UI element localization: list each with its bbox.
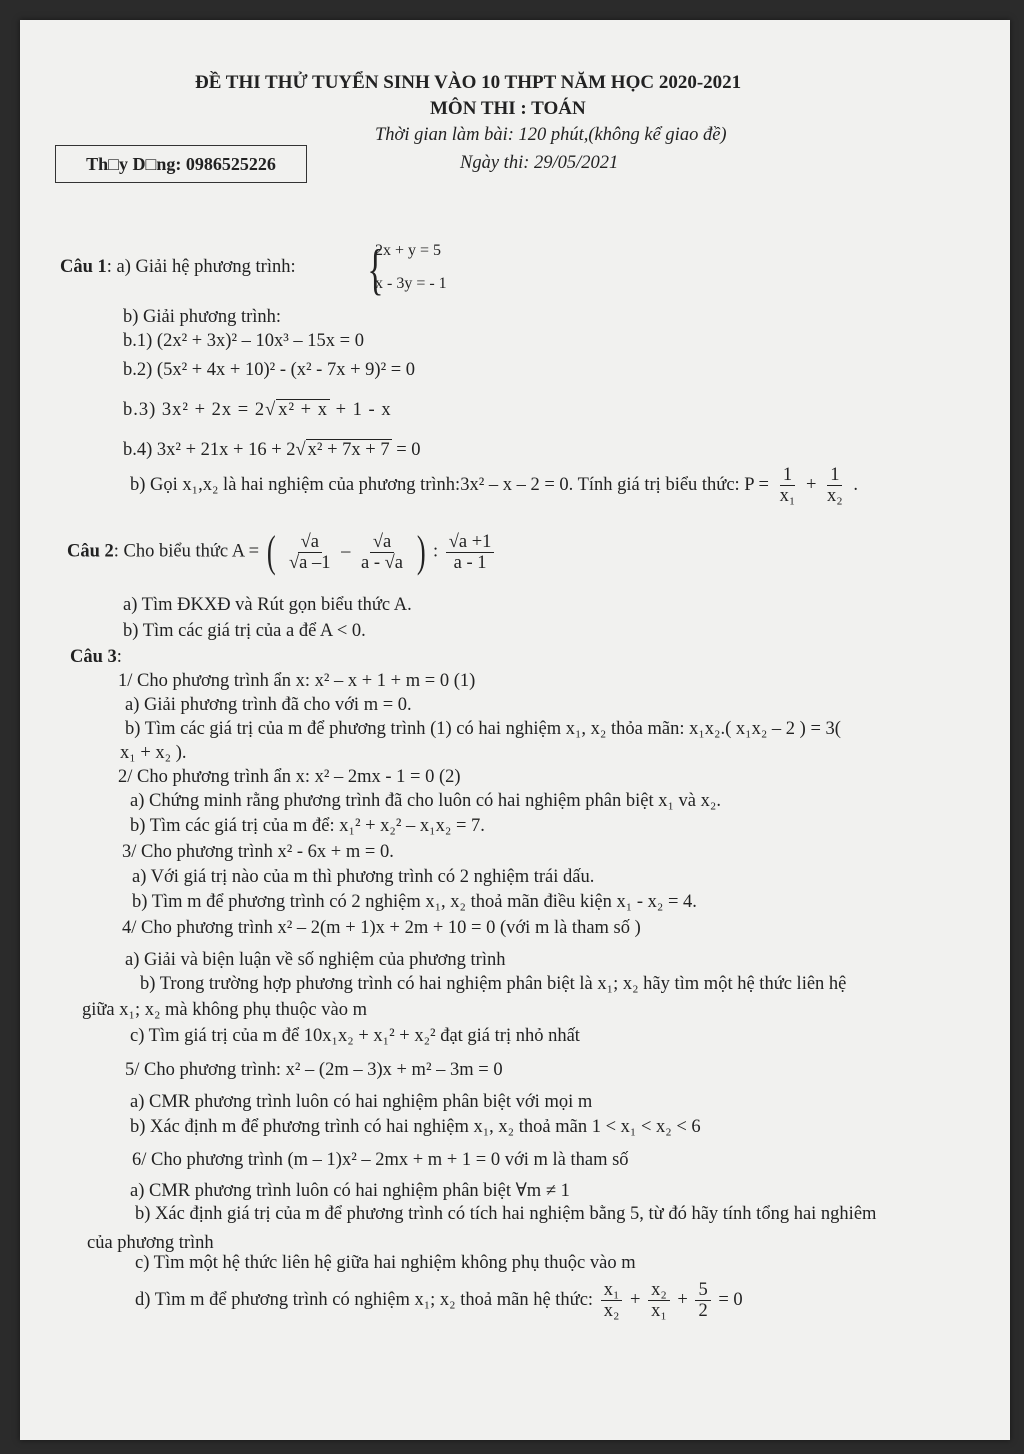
q3-line: a) Giải phương trình đã cho với m = 0. — [125, 695, 412, 715]
q1-part-a — [60, 257, 296, 278]
q3-line: c) Tìm giá trị của m để 10x₁x₂ + x₁² + x₂² đạt giá trị nhỏ nhất — [130, 1026, 580, 1046]
q3-line: b) Xác định m để phương trình có hai nghiệm x₁, x₂ thoả mãn 1 < x₁ < x₂ < 6 — [130, 1117, 701, 1137]
q1-a-text: : a) Giải hệ phương trình: — [106, 257, 296, 277]
q1-eq2: x - 3y = - 1 — [375, 275, 447, 292]
q2-minus: – — [341, 541, 351, 562]
q1-c-frac2-num: 1 — [827, 465, 842, 486]
q2-frac2-num: √a — [370, 532, 394, 553]
q3-line: 5/ Cho phương trình: x² – (2m – 3)x + m² – 3m = 0 — [125, 1060, 503, 1080]
q1-b4-post: = 0 — [391, 440, 421, 460]
q3-6d-frac1 — [601, 1280, 623, 1321]
q3-line: a) Với giá trị nào của m thì phương trình có 2 nghiệm trái dấu. — [132, 867, 595, 887]
q3-6d-frac3-num: 5 — [695, 1280, 710, 1301]
q2-frac1-den: √a –1 — [289, 552, 331, 573]
q3-6d-plus2: + — [677, 1290, 688, 1310]
q3-6d-frac2-den: x₁ — [651, 1301, 667, 1321]
q2-a: a) Tìm ĐKXĐ và Rút gọn biểu thức A. — [123, 595, 412, 615]
q3-line: a) CMR phương trình luôn có hai nghiệm phân biệt với mọi m — [130, 1092, 593, 1112]
q3-6d-frac2-num: x₂ — [648, 1280, 670, 1301]
q1-b4-pre: b.4) 3x² + 21x + 16 + 2 — [123, 440, 296, 460]
q1-c-frac1 — [777, 465, 799, 506]
q1-b2: b.2) (5x² + 4x + 10)² - (x² - 7x + 9)² = 0 — [123, 360, 416, 380]
q2-frac3 — [446, 532, 495, 573]
q3-line: 6/ Cho phương trình (m – 1)x² – 2mx + m + 1 = 0 với m là tham số — [132, 1150, 629, 1170]
q3-6d — [135, 1280, 743, 1321]
q3-6d-frac2 — [648, 1280, 670, 1321]
teacher-box: Th□y D□ng: 0986525226 — [55, 145, 307, 183]
q3-6d-plus1: + — [630, 1290, 641, 1310]
sqrt-sign: √ — [295, 440, 306, 460]
q3-line: b) Tìm các giá trị của m để: x₁² + x₂² – x₁x₂ = 7. — [130, 816, 485, 836]
q2-frac3-den: a - 1 — [453, 552, 487, 573]
q3-6d-frac3-den: 2 — [698, 1301, 708, 1321]
sqrt-sign: √ — [265, 400, 277, 420]
q1-c-frac1-num: 1 — [780, 465, 795, 486]
q3-6d-frac1-den: x₂ — [603, 1301, 620, 1321]
q1-label: Câu 1 — [60, 257, 107, 277]
q1-eq1: 2x + y = 5 — [375, 242, 442, 259]
q3-line: a) Chứng minh rằng phương trình đã cho luôn có hai nghiệm phân biệt x₁ và x₂. — [130, 791, 721, 811]
q3-line: của phương trình — [87, 1233, 214, 1253]
q1-c-frac2-den: x₂ — [827, 486, 843, 506]
q3-6d-end: = 0 — [718, 1290, 743, 1310]
q1-b4-radicand: x² + 7x + 7 — [307, 440, 390, 460]
q1-b1: b.1) (2x² + 3x)² – 10x³ – 15x = 0 — [123, 331, 364, 351]
q3-line: b) Xác định giá trị của m để phương trình có tích hai nghiệm bằng 5, từ đó hãy tính tổng hai nghiêm — [135, 1204, 877, 1224]
q3-line: x₁ + x₂ ). — [120, 743, 187, 763]
q1-part-b: b) Giải phương trình: — [123, 307, 282, 327]
q3-6d-frac3 — [695, 1280, 710, 1321]
q1-b4 — [123, 440, 421, 461]
q3-line: 4/ Cho phương trình x² – 2(m + 1)x + 2m + 10 = 0 (với m là tham số ) — [122, 918, 641, 938]
q2-frac3-num: √a +1 — [446, 532, 495, 553]
q3-6d-text: d) Tìm m để phương trình có nghiệm x₁; x₂ thoả mãn hệ thức: — [135, 1290, 594, 1310]
q2-label: Câu 2 — [67, 541, 114, 562]
q3-line: giữa x₁; x₂ mà không phụ thuộc vào m — [82, 1000, 367, 1020]
q2-intro — [67, 527, 497, 576]
q2-frac2-den: a - √a — [361, 552, 404, 573]
q1-b3 — [123, 400, 392, 421]
q1-b3-radicand: x² + x — [278, 400, 328, 420]
q1-c-end: . — [853, 475, 858, 495]
q3-line: 1/ Cho phương trình ẩn x: x² – x + 1 + m = 0 (1) — [118, 671, 476, 691]
q3-line: c) Tìm một hệ thức liên hệ giữa hai nghiệm không phụ thuộc vào m — [135, 1253, 636, 1273]
q3-line: 3/ Cho phương trình x² - 6x + m = 0. — [122, 842, 394, 862]
q3-label: Câu 3: — [70, 647, 122, 667]
q3-6d-frac1-num: x₁ — [601, 1280, 623, 1301]
q2-frac1 — [286, 532, 334, 573]
q3-line: a) Giải và biện luận về số nghiệm của phương trình — [125, 950, 506, 970]
q3-line: a) CMR phương trình luôn có hai nghiệm phân biệt ∀m ≠ 1 — [130, 1181, 570, 1201]
exam-date: Ngày thi: 29/05/2021 — [460, 153, 619, 173]
q3-line: 2/ Cho phương trình ẩn x: x² – 2mx - 1 = 0 (2) — [118, 767, 461, 787]
q1-b3-pre: b.3) 3x² + 2x = 2 — [123, 400, 266, 420]
exam-time: Thời gian làm bài: 120 phút,(không kể giao đề) — [375, 125, 727, 145]
close-paren: ) — [416, 527, 426, 576]
q2-b: b) Tìm các giá trị của a để A < 0. — [123, 621, 366, 641]
q2-frac1-num: √a — [298, 532, 322, 553]
open-paren: ( — [266, 527, 276, 576]
q3-line: b) Trong trường hợp phương trình có hai nghiệm phân biệt là x₁; x₂ hãy tìm một hệ thức liên hệ — [140, 974, 847, 994]
q2-frac2 — [358, 532, 406, 573]
q1-c-plus: + — [805, 475, 817, 495]
q3-line: b) Tìm m để phương trình có 2 nghiệm x₁, x₂ thoả mãn điều kiện x₁ - x₂ = 4. — [132, 892, 697, 912]
exam-title: ĐỀ THI THỬ TUYỂN SINH VÀO 10 THPT NĂM HỌC 2020-2021 — [195, 72, 742, 93]
q1-part-c — [130, 465, 858, 506]
q1-c-frac2 — [824, 465, 846, 506]
q1-c-text: b) Gọi x₁,x₂ là hai nghiệm của phương trình:3x² – x – 2 = 0. Tính giá trị biểu thức: P = — [130, 475, 769, 495]
q2-colon: : — [432, 541, 439, 562]
q1-b3-post: + 1 - x — [329, 400, 392, 420]
system-brace: { — [367, 239, 384, 301]
q2-intro-text: : Cho biểu thức A = — [113, 541, 260, 562]
q3-line: b) Tìm các giá trị của m để phương trình (1) có hai nghiệm x₁, x₂ thỏa mãn: x₁x₂.( x₁x₂ – 2 ) = 3( — [125, 719, 841, 739]
exam-page — [20, 20, 1010, 1440]
subject-title: MÔN THI : TOÁN — [430, 98, 586, 119]
q1-c-frac1-den: x₁ — [779, 486, 796, 506]
